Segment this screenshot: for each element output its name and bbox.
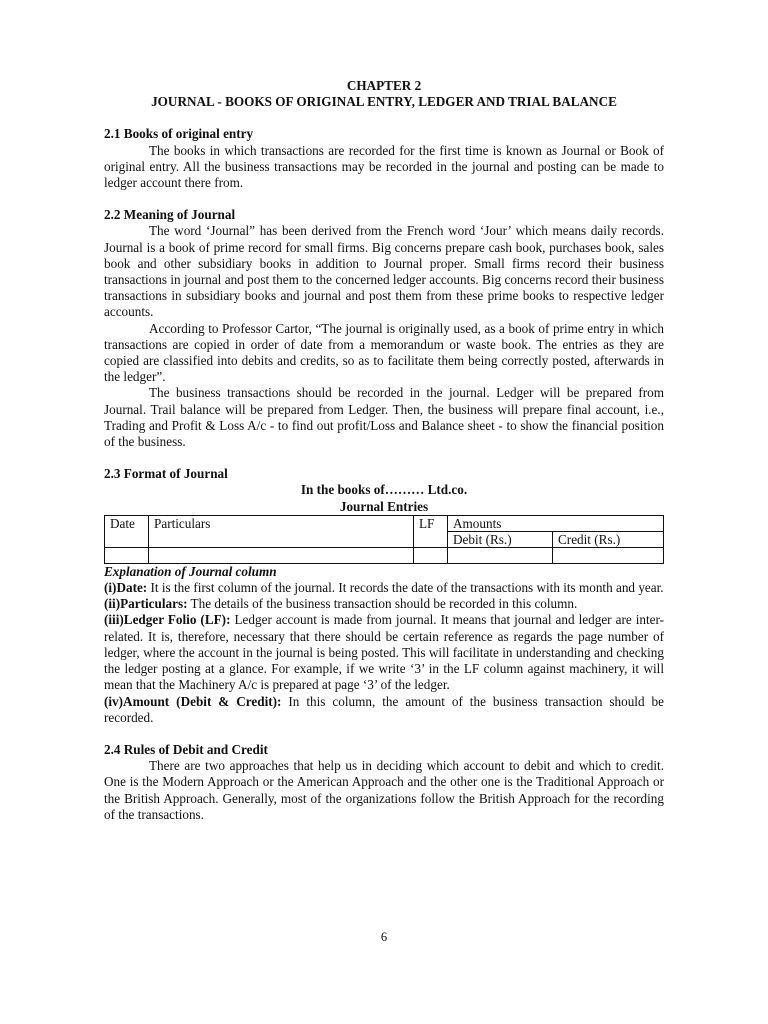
header-lf: LF xyxy=(414,515,448,547)
table-row xyxy=(105,515,664,531)
page-content xyxy=(104,78,664,839)
list-item xyxy=(104,580,664,596)
table-cell xyxy=(414,547,448,563)
chapter-label: CHAPTER 2 xyxy=(346,78,422,93)
journal-format-table xyxy=(104,515,664,564)
item-label: (i)Date: xyxy=(104,580,148,596)
header-credit: Credit (Rs.) xyxy=(553,531,664,547)
table-row xyxy=(105,547,664,563)
books-of-line: In the books of……… Ltd.co. xyxy=(300,482,468,498)
item-text: Ledger account is made from journal. It means that journal and ledger are inter-related. It is, therefore, necessary that there should be certain reference as regards the page number of ledger, where the account in the journal is being posted. This will facilitate in understanding and checking the ledger posting at a glance. For example, if we write ‘3’ in the LF column against machinery, it will mean that the Machinery A/c is prepared at page ‘3’ of the ledger. xyxy=(104,612,664,693)
table-cell xyxy=(149,547,414,563)
item-text: It is the first column of the journal. It records the date of the transactions with its month and year. xyxy=(147,580,664,596)
paragraph: The business transactions should be recorded in the journal. Ledger will be prepared from Journal. Trail balance will be prepared from Ledger. Then, the business will prepare final account, i.e., Trading and Profit & Loss A/c - to find out profit/Loss and Balance sheet - to show the financial position of the business. xyxy=(104,385,664,450)
paragraph: The word ‘Journal” has been derived from the French word ‘Jour’ which means daily records. Journal is a book of prime record for small firms. Big concerns prepare cash book, purchases book, sales book and other subsidiary books in addition to Journal proper. Small firms record their business transactions in journal and post them to the concerned ledger accounts. Big concerns record their business transactions in subsidiary books and journal and post them from these prime books to respective ledger accounts. xyxy=(104,223,664,320)
list-item xyxy=(104,612,664,693)
chapter-title: JOURNAL - BOOKS OF ORIGINAL ENTRY, LEDGER AND TRIAL BALANCE xyxy=(151,94,617,110)
header-date: Date xyxy=(105,515,149,547)
section-2-2 xyxy=(104,207,664,450)
item-text: In this column, the amount of the business transaction should be recorded. xyxy=(104,693,664,725)
paragraph: According to Professor Cartor, “The journal is originally used, as a book of prime entry in which transactions are copied in order of date from a memorandum or waste book. The entries as they are copied are classified into debits and credits, so as to facilitate them being correctly posted, afterwards in the ledger”. xyxy=(104,320,664,385)
section-heading: 2.1 Books of original entry xyxy=(104,126,254,142)
section-2-3 xyxy=(104,466,664,726)
table-cell xyxy=(553,547,664,563)
table-cell xyxy=(448,547,553,563)
paragraph: There are two approaches that help us in deciding which account to debit and which to credit. One is the Modern Approach or the American Approach and the other one is the Traditional Approach or the British Approach. Generally, most of the organizations follow the British Approach for the recording of the transactions. xyxy=(104,758,664,822)
item-label: (iv)Amount (Debit & Credit): xyxy=(104,693,282,709)
section-heading: 2.3 Format of Journal xyxy=(104,466,228,482)
item-label: (iii)Ledger Folio (LF): xyxy=(104,612,231,628)
header-particulars: Particulars xyxy=(149,515,414,547)
list-item xyxy=(104,596,664,612)
item-label: (ii)Particulars: xyxy=(104,596,188,612)
section-2-4 xyxy=(104,742,664,823)
section-2-1 xyxy=(104,126,664,191)
explanation-title: Explanation of Journal column xyxy=(104,563,277,579)
section-heading: 2.2 Meaning of Journal xyxy=(104,207,236,223)
item-text: The details of the business transaction should be recorded in this column. xyxy=(187,596,578,612)
list-item xyxy=(104,694,664,726)
page-number: 6 xyxy=(380,930,388,944)
header-amounts: Amounts xyxy=(448,515,664,531)
header-debit: Debit (Rs.) xyxy=(448,531,553,547)
section-heading: 2.4 Rules of Debit and Credit xyxy=(104,741,268,757)
table-cell xyxy=(105,547,149,563)
table-title: Journal Entries xyxy=(339,498,429,514)
paragraph: The books in which transactions are recorded for the first time is known as Journal or Book of original entry. All the business transactions may be recorded in the journal and posting can be made to ledger account there from. xyxy=(104,142,664,191)
